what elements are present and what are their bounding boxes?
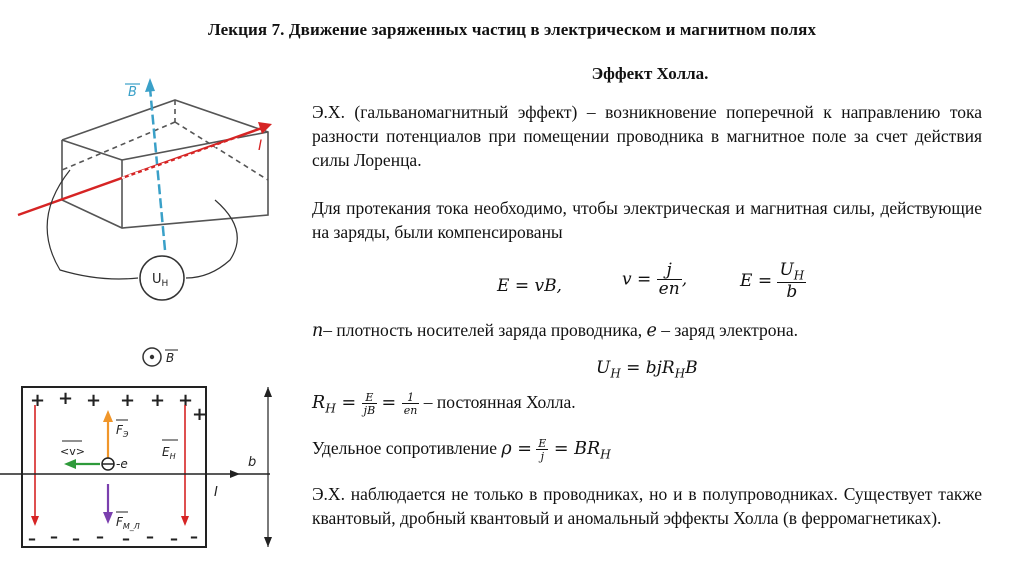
voltmeter bbox=[140, 256, 184, 300]
formula-e-den: b bbox=[777, 282, 806, 301]
uh-rhs: = bjR bbox=[620, 358, 675, 378]
rh-frac2-den: en bbox=[403, 404, 418, 417]
formula-uh bbox=[596, 358, 698, 380]
rho-rhs-sub: H bbox=[600, 447, 611, 462]
i-label-top: I bbox=[258, 138, 263, 154]
svg-text:+: + bbox=[192, 404, 208, 425]
density-text: – плотность носителей заряда проводника, bbox=[323, 320, 647, 340]
rho-frac-den: j bbox=[536, 449, 548, 462]
hall-conductor-diagram bbox=[0, 60, 300, 310]
formula-e-num: U bbox=[779, 260, 794, 280]
fm-label: $F_{М\_Л}$ bbox=[116, 515, 140, 531]
formula-e-lhs: E = bbox=[740, 271, 773, 292]
rh-sub: H bbox=[325, 401, 336, 416]
fm-arrowhead bbox=[103, 512, 113, 524]
resistivity-text: Удельное сопротивление bbox=[312, 438, 502, 459]
uh-rhs-end: B bbox=[685, 358, 698, 378]
hall-constant-line: $R_H$ = $\frac{E}{jB}$ = $\frac{1}{en}$ – постоянная Холла. bbox=[312, 391, 576, 417]
eh-arrow-right-head bbox=[181, 516, 189, 526]
b-label-bottom: B bbox=[166, 351, 175, 365]
minus-signs bbox=[28, 527, 198, 548]
hall-plate-diagram bbox=[0, 340, 300, 570]
n-symbol: n bbox=[312, 321, 324, 341]
formula-v-den: en bbox=[658, 279, 680, 299]
formula-v-lhs: v = bbox=[622, 269, 652, 290]
svg-text:–: – bbox=[190, 527, 198, 546]
svg-text:–: – bbox=[96, 527, 104, 546]
page-title: Лекция 7. Движение заряженных частиц в электрическом и магнитном полях bbox=[207, 20, 817, 39]
svg-text:–: – bbox=[50, 527, 58, 546]
eh-arrow-left-head bbox=[31, 516, 39, 526]
fe-label: $F_Э$ bbox=[116, 423, 129, 439]
velocity-label: <v> bbox=[60, 445, 85, 458]
wire-left bbox=[47, 170, 138, 279]
conductor-box bbox=[62, 100, 268, 228]
svg-text:+: + bbox=[178, 390, 194, 411]
svg-text:+: + bbox=[58, 388, 74, 409]
formula-e-uh bbox=[740, 262, 806, 301]
velocity-arrowhead bbox=[64, 459, 76, 469]
rh-r: R bbox=[312, 393, 326, 414]
b-out-dot bbox=[150, 355, 154, 359]
svg-text:–: – bbox=[72, 529, 80, 548]
svg-text:+: + bbox=[120, 390, 136, 411]
condition-paragraph: Для протекания тока необходимо, чтобы электрическая и магнитная силы, действующие на заряды, были компенсированы bbox=[312, 198, 982, 242]
rh-frac1-num: E bbox=[365, 391, 374, 404]
b-dimension-bottom-head bbox=[264, 537, 272, 547]
svg-text:+: + bbox=[30, 390, 46, 411]
formula-e-vb: E = vB, bbox=[497, 276, 562, 296]
plus-signs bbox=[30, 388, 207, 425]
observed-paragraph: Э.Х. наблюдается не только в проводниках, но и в полупроводниках. Существует также квантовый, дробный квантовый и аномальный эффекты Холла (в ферромагнетиках). bbox=[312, 484, 982, 528]
rho-rhs: = BR bbox=[548, 439, 601, 460]
uh-u: U bbox=[596, 358, 611, 378]
fe-arrowhead bbox=[103, 410, 113, 422]
uh-sub: H bbox=[610, 366, 621, 381]
density-text-2: – заряд электрона. bbox=[656, 320, 798, 340]
definition-paragraph: Э.Х. (гальваномагнитный эффект) – возникновение поперечной к направлению тока разности потенциалов при помещении проводника в магнитное поле за счет действия силы Лоренца. bbox=[312, 102, 982, 170]
svg-text:–: – bbox=[122, 529, 130, 548]
rho-frac-num: E bbox=[538, 437, 547, 450]
electron-label: -e bbox=[116, 457, 128, 471]
hall-constant-text: – постоянная Холла. bbox=[419, 392, 576, 413]
formula-v-num: j bbox=[666, 260, 672, 280]
i-label-bottom: I bbox=[214, 485, 218, 500]
eh-label: $E_H$ bbox=[162, 445, 176, 461]
section-title: Эффект Холла. bbox=[591, 64, 709, 83]
b-label-top: B bbox=[128, 85, 137, 100]
b-dimension-top-head bbox=[264, 387, 272, 397]
formula-v: v = $\frac{j}{en}$ , bbox=[622, 260, 688, 299]
rho-lhs: ρ = bbox=[501, 439, 532, 460]
svg-text:+: + bbox=[86, 390, 102, 411]
b-arrowhead bbox=[145, 78, 155, 92]
svg-text:–: – bbox=[28, 529, 36, 548]
svg-text:+: + bbox=[150, 390, 166, 411]
wire-right bbox=[186, 200, 237, 278]
rh-frac1-den: jB bbox=[363, 404, 376, 417]
current-axis-arrowhead bbox=[230, 470, 240, 478]
rh-frac2-num: 1 bbox=[407, 391, 415, 404]
e-symbol: e bbox=[646, 321, 657, 341]
density-line bbox=[312, 320, 798, 341]
formula-e-num-sub: H bbox=[793, 268, 805, 283]
svg-text:–: – bbox=[146, 527, 154, 546]
b-dimension-label: b bbox=[248, 455, 257, 470]
resistivity-line bbox=[312, 438, 611, 462]
voltmeter-label: $U_H$ bbox=[152, 272, 169, 289]
uh-rhs-sub: H bbox=[674, 366, 686, 381]
svg-text:–: – bbox=[170, 529, 178, 548]
current-line bbox=[18, 128, 262, 215]
